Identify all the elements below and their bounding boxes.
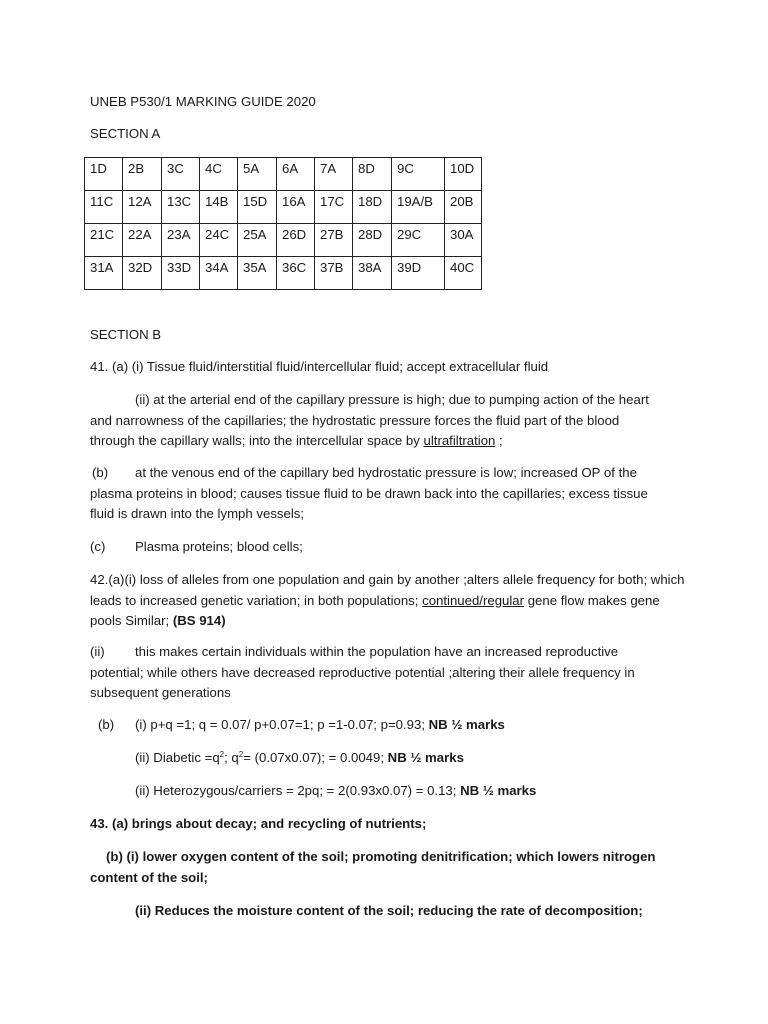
- answer-cell: 37B: [315, 257, 353, 290]
- answer-cell: 16A: [277, 191, 315, 224]
- answer-cell: 31A: [85, 257, 123, 290]
- answer-cell: 36C: [277, 257, 315, 290]
- answer-cell: 11C: [85, 191, 123, 224]
- answer-row: [85, 257, 482, 290]
- q41-c-text: Plasma proteins; blood cells;: [135, 539, 303, 554]
- answer-row: [85, 224, 482, 257]
- q42-a-i-ref: (BS 914): [172, 613, 226, 628]
- answer-cell: 13C: [162, 191, 200, 224]
- q43-b-ii: (ii) Reduces the moisture content of the soil; reducing the rate of decomposition;: [135, 903, 643, 918]
- section-b-heading: SECTION B: [90, 327, 162, 342]
- answer-cell: 28D: [353, 224, 392, 257]
- answer-cell: 35A: [238, 257, 277, 290]
- q42-a-i-underlined: continued/regular: [422, 592, 525, 608]
- q41-b-text: at the venous end of the capillary bed hydrostatic pressure is low; increased OP of the plasma proteins in blood; causes tissue fluid to be drawn back into the capillaries; excess tissue fluid is drawn into the lymph vessels;: [90, 465, 648, 521]
- answer-cell: 40C: [445, 257, 482, 290]
- q41-c: [90, 537, 303, 558]
- answer-cell: 22A: [123, 224, 162, 257]
- q42-b-ii-sup-2: 2: [238, 750, 244, 759]
- q41-c-label: (c): [90, 539, 106, 554]
- answer-cell: 19A/B: [392, 191, 445, 224]
- answer-cell: 26D: [277, 224, 315, 257]
- answer-cell: 2B: [123, 158, 162, 191]
- q41-a-ii-underlined: ultrafiltration: [423, 433, 496, 448]
- q42-b-iii-text: (ii) Heterozygous/carriers = 2pq; = 2(0.93x0.07) = 0.13;: [135, 783, 461, 798]
- answer-cell: 1D: [85, 158, 123, 191]
- answer-cell: 25A: [238, 224, 277, 257]
- answer-cell: 23A: [162, 224, 200, 257]
- answer-cell: 34A: [200, 257, 238, 290]
- q42-b-ii-text-b: ; q: [224, 750, 239, 765]
- answer-cell: 6A: [277, 158, 315, 191]
- q42-b-i-text: (i) p+q =1; q = 0.07/ p+0.07=1; p =1-0.07; p=0.93;: [135, 717, 429, 732]
- answer-cell: 21C: [85, 224, 123, 257]
- answer-cell: 3C: [162, 158, 200, 191]
- q42-a-ii-text: this makes certain individuals within the population have an increased reproductive potential; while others have decreased reproductive potential ;altering their allele frequency in subsequent generations: [90, 644, 635, 700]
- answer-cell: 18D: [353, 191, 392, 224]
- answer-cell: 10D: [445, 158, 482, 191]
- q42-a-i-mid: gene flow makes gene pools Similar;: [90, 592, 660, 628]
- answer-cell: 24C: [200, 224, 238, 257]
- answer-cell: 29C: [392, 224, 445, 257]
- answer-cell: 38A: [353, 257, 392, 290]
- q42-b-ii-text-a: (ii) Diabetic =q: [135, 750, 220, 765]
- q43-b-i: (b) (i) lower oxygen content of the soil; promoting denitrification; which lowers nitrogen content of the soil;: [90, 849, 656, 885]
- q41-b: [90, 463, 670, 525]
- answer-cell: 14B: [200, 191, 238, 224]
- answer-table: [84, 157, 482, 290]
- q41-a-ii-end: ;: [495, 433, 503, 448]
- q42-b-ii-marks: NB ½ marks: [387, 750, 464, 765]
- q42-b-iii: [135, 781, 536, 802]
- answer-cell: 12A: [123, 191, 162, 224]
- q42-b-ii-sup-1: 2: [219, 750, 225, 759]
- q42-b-iii-marks: NB ½ marks: [460, 783, 537, 798]
- answer-cell: 8D: [353, 158, 392, 191]
- answer-cell: 9C: [392, 158, 445, 191]
- q42-a-i: [90, 570, 685, 632]
- q42-b-label: (b): [98, 717, 115, 732]
- q41-a-i: 41. (a) (i) Tissue fluid/interstitial fluid/intercellular fluid; accept extracellular fluid: [90, 359, 549, 374]
- q42-b-i-marks: NB ½ marks: [428, 717, 505, 732]
- answer-cell: 4C: [200, 158, 238, 191]
- q41-a-ii-text: (ii) at the arterial end of the capillary pressure is high; due to pumping action of the heart and narrowness of the capillaries; the hydrostatic pressure forces the fluid part of the blood through the capillary walls; into the intercellular space by: [90, 392, 649, 448]
- answer-cell: 20B: [445, 191, 482, 224]
- answer-cell: 17C: [315, 191, 353, 224]
- document-title: UNEB P530/1 MARKING GUIDE 2020: [90, 94, 316, 109]
- q41-b-label: (b): [92, 465, 109, 480]
- q42-a-i-text: 42.(a)(i) loss of alleles from one population and gain by another ;alters allele frequency for both; which leads to increased genetic variation; in both populations;: [90, 572, 685, 608]
- answer-cell: 30A: [445, 224, 482, 257]
- answer-cell: 32D: [123, 257, 162, 290]
- answer-cell: 7A: [315, 158, 353, 191]
- q41-a-ii: [90, 390, 666, 452]
- answer-cell: 15D: [238, 191, 277, 224]
- q42-a-ii-label: (ii): [90, 644, 105, 659]
- q42-a-ii: [90, 642, 675, 704]
- q42-b-ii: [135, 748, 464, 769]
- q43-a: 43. (a) brings about decay; and recycling of nutrients;: [90, 816, 427, 831]
- q42-b-ii-text-c: = (0.07x0.07); = 0.0049;: [243, 750, 388, 765]
- answer-cell: 5A: [238, 158, 277, 191]
- section-a-heading: SECTION A: [90, 126, 161, 141]
- answer-cell: 33D: [162, 257, 200, 290]
- q42-b-i: [98, 715, 505, 736]
- answer-cell: 27B: [315, 224, 353, 257]
- answer-cell: 39D: [392, 257, 445, 290]
- answer-row: [85, 191, 482, 224]
- answer-row: [85, 158, 482, 191]
